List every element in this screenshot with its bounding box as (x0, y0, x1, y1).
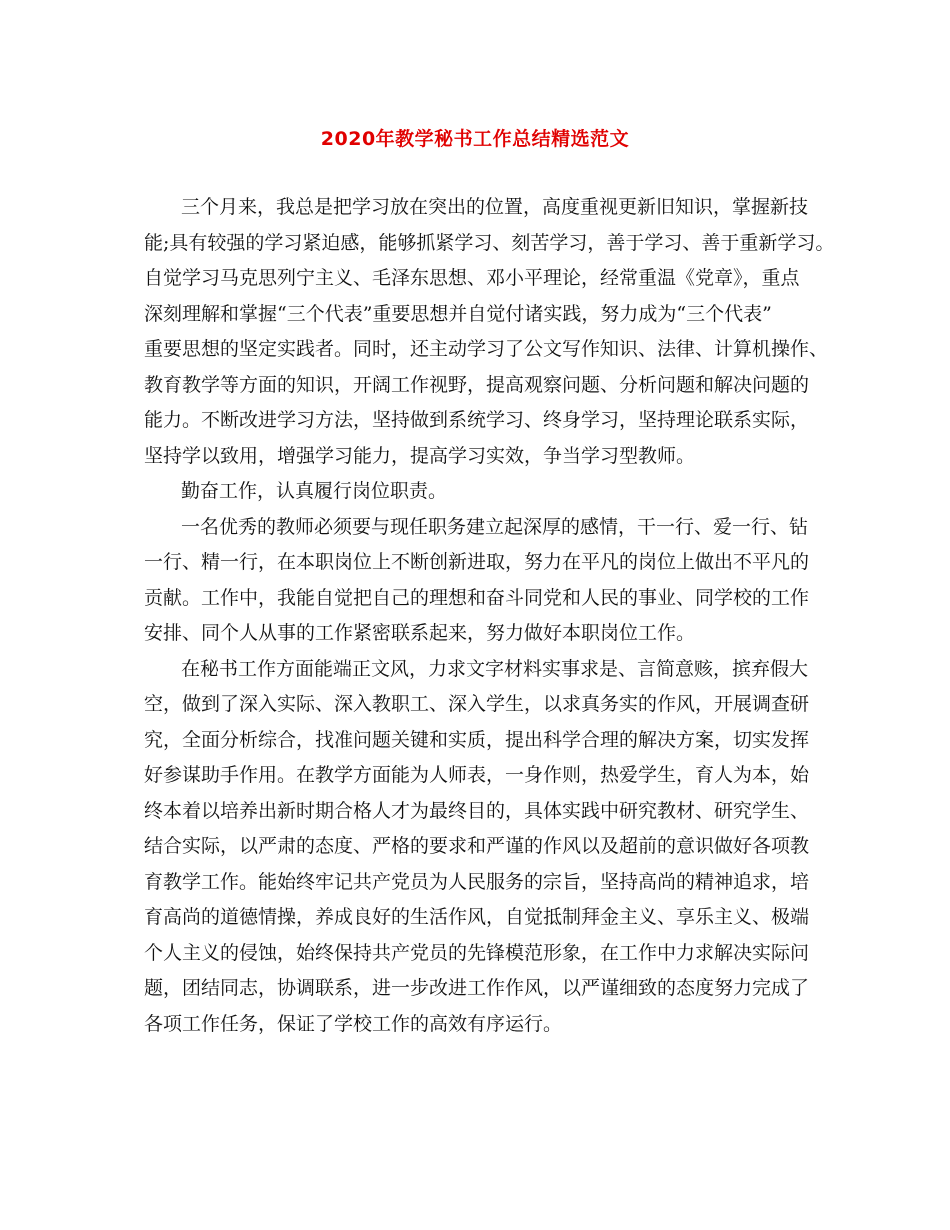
body-line: 一名优秀的教师必须要与现任职务建立起深厚的感情，干一行、爱一行、钻 (181, 515, 809, 538)
body-line: 题，团结同志，协调联系，进一步改进工作作风，以严谨细致的态度努力完成了 (144, 977, 810, 999)
body-line: 能;具有较强的学习紧迫感，能够抓紧学习、刻苦学习，善于学习、善于重新学习。 (144, 231, 835, 254)
body-line: 结合实际，以严肃的态度、严格的要求和严谨的作风以及超前的意识做好各项教 (144, 835, 810, 857)
body-line: 贡献。工作中，我能自觉把自己的理想和奋斗同党和人民的事业、同学校的工作 (144, 586, 810, 609)
body-line: 育高尚的道德情操，养成良好的生活作风，自觉抵制拜金主义、享乐主义、极端 (144, 906, 810, 928)
document-title: 2020年教学秘书工作总结精选范文 (320, 128, 630, 150)
body-line: 坚持学以致用，增强学习能力，提高学习实效，争当学习型教师。 (144, 444, 696, 467)
body-line: 终本着以培养出新时期合格人才为最终目的，具体实践中研究教材、研究学生、 (144, 799, 810, 822)
document-body (144, 190, 835, 1042)
body-line: 在秘书工作方面能端正文风，力求文字材料实事求是、言简意赅，摈弃假大 (181, 657, 809, 680)
body-line: 好参谋助手作用。在教学方面能为人师表，一身作则，热爱学生，育人为本，始 (144, 764, 810, 786)
body-line: 安排、同个人从事的工作紧密联系起来，努力做好本职岗位工作。 (144, 622, 696, 644)
body-line: 勤奋工作，认真履行岗位职责。 (181, 480, 448, 502)
body-line: 重要思想的坚定实践者。同时，还主动学习了公文写作知识、法律、计算机操作、 (144, 338, 829, 360)
body-line: 教育教学等方面的知识，开阔工作视野，提高观察问题、分析问题和解决问题的 (144, 373, 810, 396)
body-line: 能力。不断改进学习方法，坚持做到系统学习、终身学习，坚持理论联系实际， (144, 409, 810, 431)
body-line: 三个月来，我总是把学习放在突出的位置，高度重视更新旧知识，掌握新技 (181, 196, 809, 218)
body-line: 一行、精一行，在本职岗位上不断创新进取，努力在平凡的岗位上做出不平凡的 (144, 551, 810, 573)
body-line: 空，做到了深入实际、深入教职工、深入学生，以求真务实的作风，开展调查研 (144, 693, 810, 715)
body-line: 个人主义的侵蚀，始终保持共产党员的先锋模范形象，在工作中力求解决实际问 (144, 941, 810, 964)
body-line: 究，全面分析综合，找准问题关键和实质，提出科学合理的解决方案，切实发挥 (144, 728, 810, 751)
body-line: 各项工作任务，保证了学校工作的高效有序运行。 (144, 1012, 563, 1035)
body-line: 自觉学习马克思列宁主义、毛泽东思想、邓小平理论，经常重温《党章》，重点 (144, 267, 800, 289)
body-line: 深刻理解和掌握“三个代表”重要思想并自觉付诸实践，努力成为“三个代表” (144, 302, 772, 325)
body-line: 育教学工作。能始终牢记共产党员为人民服务的宗旨，坚持高尚的精神追求，培 (144, 870, 810, 893)
